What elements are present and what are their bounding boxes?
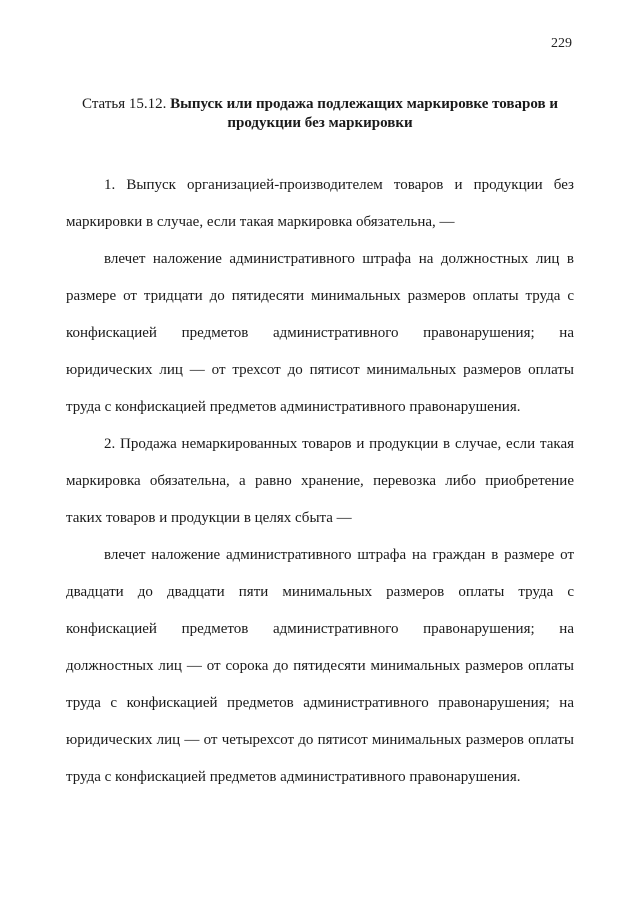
- article-title: Выпуск или продажа подлежащих маркировке товаров и продукции без маркировки: [170, 96, 558, 131]
- page-number: 229: [551, 36, 572, 51]
- article-body: [66, 167, 574, 796]
- paragraph-part-2-penalty: влечет наложение административного штрафа на граждан в размере от двадцати до двадцати пяти минимальных размеров оплаты труда с конфискацией предметов административного правонарушения; на должностных лиц — от сорока до пятидесяти минимальных размеров оплаты труда с конфискацией предметов административного правонарушения; на юридических лиц — от четырехсот до пятисот минимальных размеров оплаты труда с конфискацией предметов административного правонарушения.: [66, 547, 574, 785]
- article-heading: [70, 95, 570, 133]
- article-number: Статья 15.12.: [82, 96, 167, 112]
- paragraph-part-2-offense: 2. Продажа немаркированных товаров и продукции в случае, если такая маркировка обязательна, а равно хранение, перевозка либо приобретение таких товаров и продукции в целях сбыта —: [66, 436, 574, 526]
- paragraph-part-1-offense: 1. Выпуск организацией-производителем товаров и продукции без маркировки в случае, если такая маркировка обязательна, —: [66, 177, 574, 230]
- paragraph-part-1-penalty: влечет наложение административного штрафа на должностных лиц в размере от тридцати до пятидесяти минимальных размеров оплаты труда с конфискацией предметов административного правонарушения; на юридических лиц — от трехсот до пятисот минимальных размеров оплаты труда с конфискацией предметов административного правонарушения.: [66, 251, 574, 415]
